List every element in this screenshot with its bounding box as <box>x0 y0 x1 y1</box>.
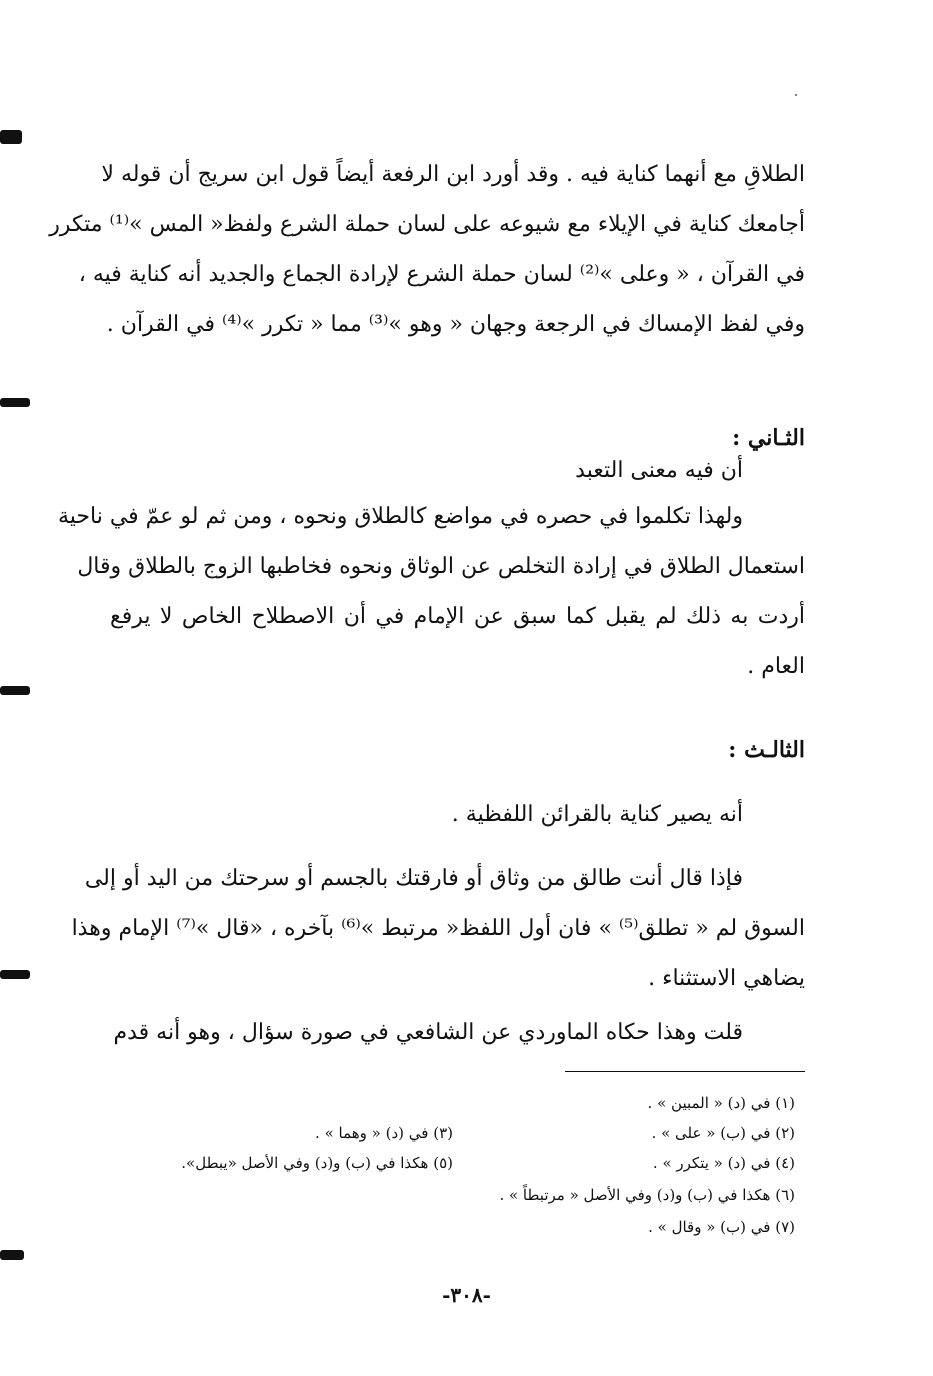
footnote-4: (٤) في (د) « يتكرر » . <box>652 1154 795 1172</box>
section-3-continuation <box>115 1008 805 1058</box>
paragraph-1 <box>49 150 805 350</box>
section-heading-second: الثـاني : <box>732 425 805 451</box>
footnote-5: (٥) هكذا في (ب) و(د) وفي الأصل «يبطل». <box>181 1154 453 1172</box>
footnote-1: (١) في (د) « المبين » . <box>647 1094 795 1112</box>
text-line: في القرآن ، « وعلى »⁽²⁾ لسان حملة الشرع لإرادة الجماع والجديد أنه كناية فيه ، <box>78 262 805 287</box>
footnote-3: (٣) في (د) « وهما » . <box>315 1124 453 1142</box>
section-3-body <box>71 854 805 1004</box>
scan-edge-mark <box>0 130 22 144</box>
text-line: يضاهي الاستثناء . <box>648 966 805 991</box>
scan-edge-mark <box>0 1250 24 1260</box>
scan-edge-mark <box>0 398 30 407</box>
section-heading-third: الثالـث : <box>728 737 805 763</box>
scan-edge-mark <box>0 686 30 695</box>
section-2-intro: أن فيه معنى التعبد <box>575 458 743 483</box>
text-line: السوق لم « تطلق⁽⁵⁾ » فان أول اللفظ« مرتبط »⁽⁶⁾ بآخره ، «قال »⁽⁷⁾ الإمام وهذا <box>71 916 805 941</box>
footnote-6: (٦) هكذا في (ب) و(د) وفي الأصل « مرتبطاً » . <box>499 1186 795 1204</box>
scan-speck <box>795 94 797 96</box>
text-line: قلت وهذا حكاه الماوردي عن الشافعي في صورة سؤال ، وهو أنه قدم <box>113 1020 743 1045</box>
page-number: -٣٠٨- <box>442 1283 491 1307</box>
text-line: استعمال الطلاق في إرادة التخلص عن الوثاق ونحوه فخاطبها الزوج بالطلاق وقال <box>77 554 805 579</box>
footnote-2: (٢) في (ب) « على » . <box>651 1124 795 1142</box>
text-line: ولهذا تكلموا في حصره في مواضع كالطلاق ونحوه ، ومن ثم لو عمّ في ناحية <box>57 504 743 529</box>
footnote-separator <box>565 1071 805 1072</box>
scan-edge-mark <box>0 970 30 979</box>
text-line: فإذا قال أنت طالق من وثاق أو فارقتك بالجسم أو سرحتك من اليد أو إلى <box>84 866 743 891</box>
section-2-body <box>57 492 805 692</box>
footnote-7: (٧) في (ب) « وقال » . <box>648 1218 795 1236</box>
text-line: أردت به ذلك لم يقبل كما سبق عن الإمام في أن الاصطلاح الخاص لا يرفع <box>110 604 805 629</box>
text-line: وفي لفظ الإمساك في الرجعة وجهان « وهو »⁽³⁾ مما « تكرر »⁽⁴⁾ في القرآن . <box>106 312 805 337</box>
text-line: أجامعك كناية في الإيلاء مع شيوعه على لسان حملة الشرع ولفظ« المس »⁽¹⁾ متكرر <box>49 212 805 237</box>
text-line: الطلاقِ مع أنهما كناية فيه . وقد أورد ابن الرفعة أيضاً قول ابن سريج أن قوله لا <box>101 162 805 187</box>
section-3-intro: أنه يصير كناية بالقرائن اللفظية . <box>451 802 743 827</box>
text-line: العام . <box>747 654 805 679</box>
